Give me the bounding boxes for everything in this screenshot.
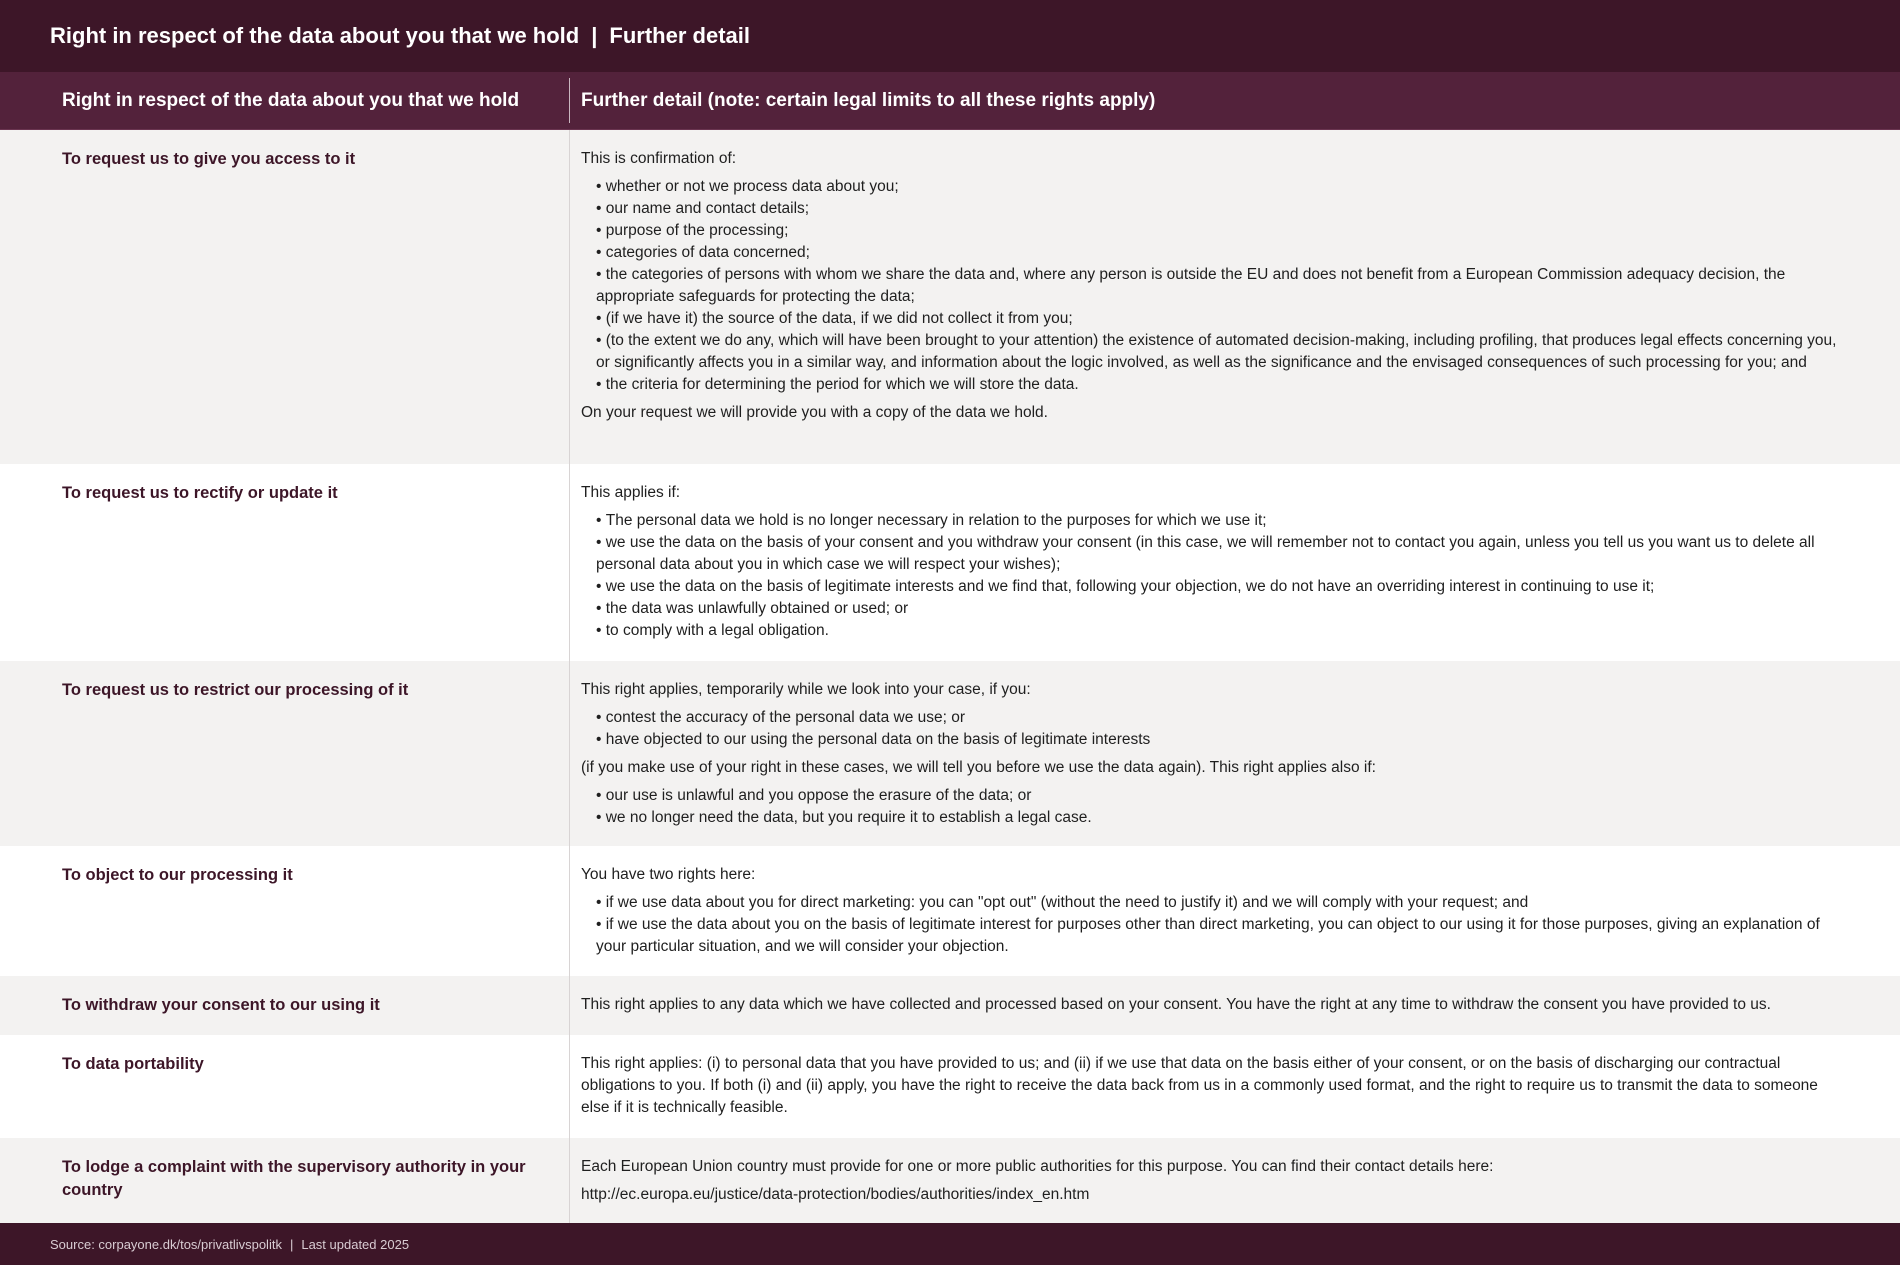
detail-list-item: • have objected to our using the personal data on the basis of legitimate interests (596, 729, 1850, 751)
detail-list-item: • if we use data about you for direct marketing: you can "opt out" (without the need to justify it) and we will comply with your request; and (596, 892, 1850, 914)
row-right-label: To request us to restrict our processing of it (0, 661, 570, 846)
table-header (0, 72, 1900, 130)
detail-paragraph: This right applies: (i) to personal data that you have provided to us; and (ii) if we use that data on the basis either of your consent, or on the basis of discharging our contractual obligations to you. If both (i) and (ii) apply, you have the right to receive the data back from us in a commonly used format, and the right to require us to transmit the data to someone else if it is technically feasible. (581, 1055, 1818, 1116)
footer-separator: | (289, 1236, 294, 1252)
table-body (0, 130, 1900, 1224)
row-detail (570, 464, 1900, 661)
row-right-label: To data portability (0, 1035, 570, 1138)
row-detail (570, 1035, 1900, 1138)
detail-list (581, 892, 1850, 958)
page-title (50, 23, 750, 49)
detail-list-item: • to comply with a legal obligation. (596, 620, 1850, 642)
table-row (0, 661, 1900, 846)
table-row (0, 976, 1900, 1035)
detail-list (581, 707, 1850, 751)
detail-list-item: • our name and contact details; (596, 198, 1850, 220)
row-right-label: To withdraw your consent to our using it (0, 976, 570, 1035)
footer-source: Source: corpayone.dk/tos/privatlivspolitk (50, 1236, 282, 1252)
detail-paragraph: This right applies to any data which we have collected and processed based on your consent. You have the right at any time to withdraw the consent you have provided to us. (581, 996, 1771, 1013)
detail-list-item: • we use the data on the basis of legitimate interests and we find that, following your objection, we do not have an overriding interest in continuing to use it; (596, 576, 1850, 598)
detail-list-item: • (if we have it) the source of the data, if we did not collect it from you; (596, 308, 1850, 330)
table-row (0, 1035, 1900, 1138)
detail-paragraph: This right applies, temporarily while we look into your case, if you: (581, 681, 1031, 698)
detail-list-item: • (to the extent we do any, which will have been brought to your attention) the existence of automated decision-making, including profiling, that produces legal effects concerning you, or significantly affects you in a similar way, and information about the logic involved, as well as the significance and the envisaged consequences of such processing for you; and (596, 330, 1850, 374)
table-row (0, 846, 1900, 976)
detail-paragraph: On your request we will provide you with a copy of the data we hold. (581, 404, 1048, 421)
detail-list-item: • purpose of the processing; (596, 220, 1850, 242)
detail-list (581, 785, 1850, 829)
row-detail (570, 976, 1900, 1035)
detail-list (581, 510, 1850, 642)
table-row (0, 464, 1900, 661)
page-footer (0, 1223, 1900, 1265)
table-row (0, 130, 1900, 464)
footer-updated: Last updated 2025 (301, 1236, 410, 1252)
detail-paragraph: (if you make use of your right in these cases, we will tell you before we use the data again). This right applies also if: (581, 759, 1376, 776)
detail-paragraph: You have two rights here: (581, 866, 756, 883)
detail-paragraph: Each European Union country must provide for one or more public authorities for this purpose. You can find their contact details here: (581, 1158, 1494, 1175)
detail-list-item: • our use is unlawful and you oppose the erasure of the data; or (596, 785, 1850, 807)
detail-paragraph: This applies if: (581, 484, 681, 501)
detail-list-item: • categories of data concerned; (596, 242, 1850, 264)
column-header-detail: Further detail (note: certain legal limits to all these rights apply) (581, 89, 1156, 111)
detail-list (581, 176, 1850, 396)
detail-list-item: • contest the accuracy of the personal data we use; or (596, 707, 1850, 729)
detail-list-item: • The personal data we hold is no longer necessary in relation to the purposes for which we use it; (596, 510, 1850, 532)
row-detail (570, 661, 1900, 846)
detail-list-item: • the data was unlawfully obtained or used; or (596, 598, 1850, 620)
detail-list-item: • if we use the data about you on the basis of legitimate interest for purposes other than direct marketing, you can object to our using it for those purposes, giving an explanation of your particular situation, and we will consider your objection. (596, 914, 1850, 958)
column-header-right: Right in respect of the data about you that we hold (0, 78, 570, 123)
row-right-label: To lodge a complaint with the supervisory authority in your country (0, 1138, 570, 1224)
page-title-left: Right in respect of the data about you that we hold (50, 23, 580, 48)
detail-list-item: • the criteria for determining the period for which we will store the data. (596, 374, 1850, 396)
detail-paragraph: http://ec.europa.eu/justice/data-protection/bodies/authorities/index_en.htm (581, 1186, 1090, 1203)
row-right-label: To request us to give you access to it (0, 130, 570, 464)
title-separator: | (591, 23, 598, 48)
row-detail (570, 1138, 1900, 1224)
row-detail (570, 130, 1900, 464)
table-row (0, 1138, 1900, 1224)
detail-list-item: • we no longer need the data, but you require it to establish a legal case. (596, 807, 1850, 829)
page-title-right: Further detail (609, 23, 750, 48)
row-right-label: To request us to rectify or update it (0, 464, 570, 661)
detail-list-item: • the categories of persons with whom we share the data and, where any person is outside the EU and does not benefit from a European Commission adequacy decision, the appropriate safeguards for protecting the data; (596, 264, 1850, 308)
row-detail (570, 846, 1900, 976)
detail-list-item: • whether or not we process data about you; (596, 176, 1850, 198)
detail-list-item: • we use the data on the basis of your consent and you withdraw your consent (in this case, we will remember not to contact you again, unless you tell us you want us to delete all personal data about you in which case we will respect your wishes); (596, 532, 1850, 576)
detail-paragraph: This is confirmation of: (581, 150, 737, 167)
page-header (0, 0, 1900, 72)
row-right-label: To object to our processing it (0, 846, 570, 976)
